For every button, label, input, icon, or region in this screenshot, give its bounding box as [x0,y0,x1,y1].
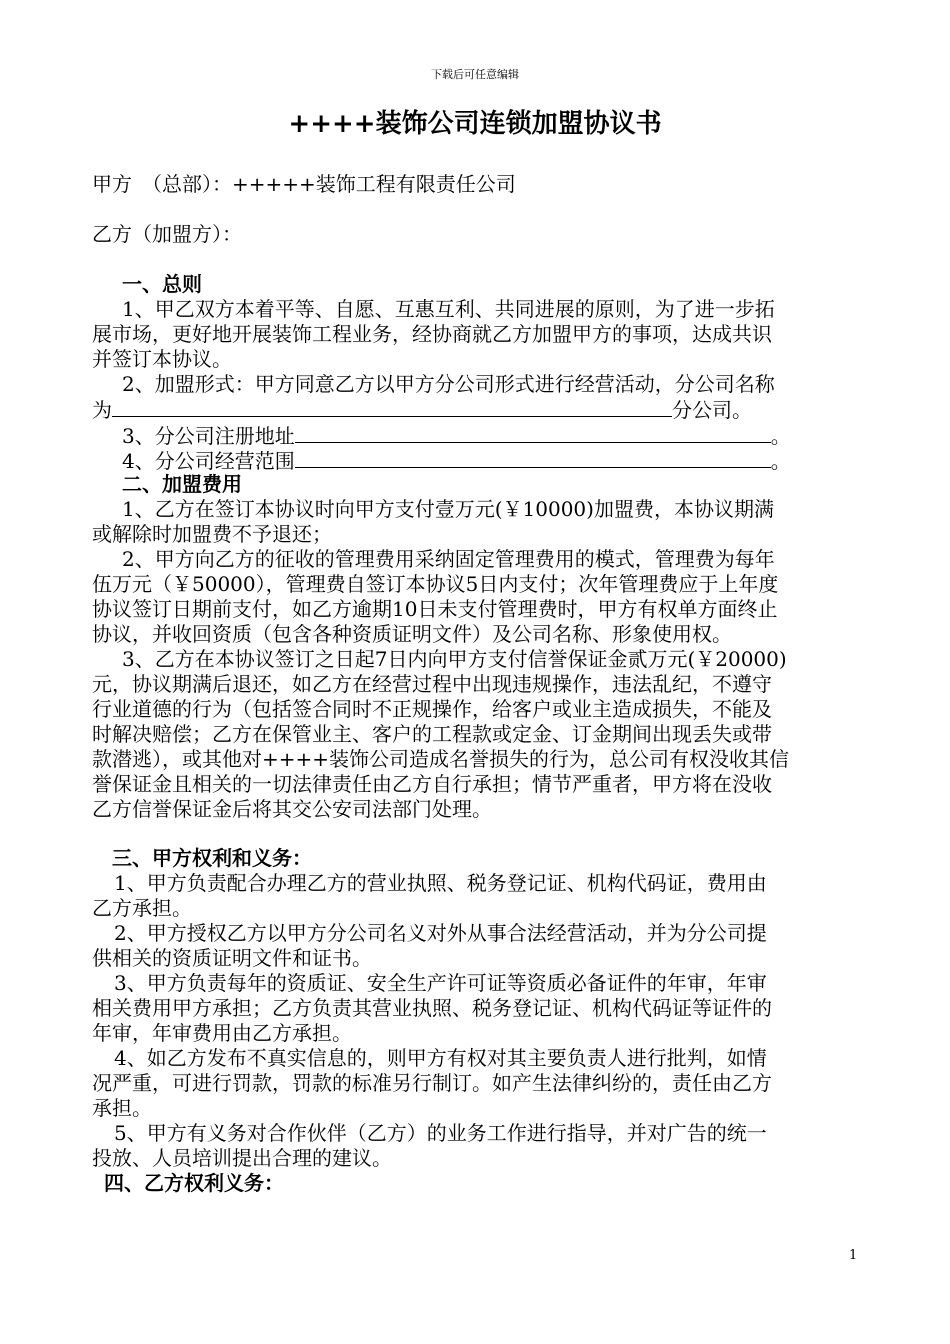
s1-p3-prefix: 3、分公司注册地址 [122,424,295,448]
s3-p3-line-3: 年审，年审费用由乙方承担。 [92,1021,352,1045]
s1-p4-line [122,448,892,475]
s1-p3-line [122,423,892,450]
s2-p3-line-5: 款潜逃），或其他对++++装饰公司造成名誉损失的行为，总公司有权没收其信 [92,747,790,771]
s1-p2-line-2 [92,397,862,424]
s3-p4-line-3: 承担。 [92,1096,152,1120]
s2-p3-line-3: 行业道德的行为（包括签合同时不正规操作，给客户或业主造成损失，不能及 [92,697,772,721]
business-scope-blank[interactable] [295,448,771,468]
s3-p2-line-2: 供相关的资质证明文件和证书。 [92,946,372,970]
s2-p2-line-1: 2、甲方向乙方的征收的管理费用采纳固定管理费用的模式，管理费为每年 [122,547,775,571]
party-b-line: 乙方（加盟方）： [92,222,242,246]
s2-p2-line-2: 伍万元（￥50000），管理费自签订本协议5日内支付；次年管理费应于上年度 [92,572,779,596]
s2-p1-line-2: 或解除时加盟费不予退还； [92,522,332,546]
section-1-heading: 一、总则 [122,272,202,296]
section-3-heading: 三、甲方权利和义务： [112,846,312,870]
document-title: ++++装饰公司连锁加盟协议书 [288,109,662,139]
s3-p4-line-2: 况严重，可进行罚款，罚款的标准另行制订。如产生法律纠纷的，责任由乙方 [92,1071,772,1095]
s3-p3-line-2: 相关费用甲方承担；乙方负责其营业执照、税务登记证、机构代码证等证件的 [92,996,772,1020]
s2-p3-line-2: 元，协议期满后退还，如乙方在经营过程中出现违规操作，违法乱纪，不遵守 [92,672,772,696]
s1-p2-prefix: 为 [92,398,112,422]
s3-p4-line-1: 4、如乙方发布不真实信息的，则甲方有权对其主要负责人进行批判，如情 [114,1046,767,1070]
registered-address-blank[interactable] [295,423,771,443]
s1-p4-prefix: 4、分公司经营范围 [122,449,295,473]
s3-p1-line-1: 1、甲方负责配合办理乙方的营业执照、税务登记证、机构代码证，费用由 [114,871,767,895]
s1-p1-line-1: 1、甲乙双方本着平等、自愿、互惠互利、共同进展的原则，为了进一步拓 [122,297,775,321]
s2-p3-line-7: 乙方信誉保证金后将其交公安司法部门处理。 [92,797,492,821]
s1-p3-suffix: 。 [770,424,791,448]
s2-p1-line-1: 1、乙方在签订本协议时向甲方支付壹万元(￥10000)加盟费，本协议期满 [122,497,774,521]
s1-p1-line-3: 并签订本协议。 [92,347,232,371]
party-a-line: 甲方 （总部）：+++++装饰工程有限责任公司 [92,172,516,196]
section-2-heading: 二、加盟费用 [122,472,242,496]
s2-p3-line-1: 3、乙方在本协议签订之日起7日内向甲方支付信誉保证金贰万元(￥20000) [122,647,787,671]
s2-p3-line-4: 时解决赔偿；乙方在保管业主、客户的工程款或定金、订金期间出现丢失或带 [92,722,772,746]
s2-p2-line-3: 协议签订日期前支付，如乙方逾期10日未支付管理费时，甲方有权单方面终止 [92,597,778,621]
s3-p5-line-1: 5、甲方有义务对合作伙伴（乙方）的业务工作进行指导，并对广告的统一 [114,1121,767,1145]
s2-p2-line-4: 协议，并收回资质（包含各种资质证明文件）及公司名称、形象使用权。 [92,622,732,646]
s1-p4-suffix: 。 [770,449,791,473]
s3-p3-line-1: 3、甲方负责每年的资质证、安全生产许可证等资质必备证件的年审，年审 [114,971,767,995]
branch-name-blank[interactable] [112,397,672,417]
s1-p1-line-2: 展市场，更好地开展装饰工程业务，经协商就乙方加盟甲方的事项，达成共识 [92,322,772,346]
s2-p3-line-6: 誉保证金且相关的一切法律责任由乙方自行承担；情节严重者，甲方将在没收 [92,772,772,796]
header-note: 下载后可任意编辑 [431,68,519,81]
s1-p2-suffix: 分公司。 [672,398,752,422]
s3-p2-line-1: 2、甲方授权乙方以甲方分公司名义对外从事合法经营活动，并为分公司提 [114,921,767,945]
s3-p5-line-2: 投放、人员培训提出合理的建议。 [92,1146,392,1170]
s3-p1-line-2: 乙方承担。 [92,896,192,920]
s1-p2-line-1: 2、加盟形式：甲方同意乙方以甲方分公司形式进行经营活动，分公司名称 [122,372,775,396]
section-4-heading: 四、乙方权利义务： [104,1171,284,1195]
page-number: 1 [849,1248,858,1263]
